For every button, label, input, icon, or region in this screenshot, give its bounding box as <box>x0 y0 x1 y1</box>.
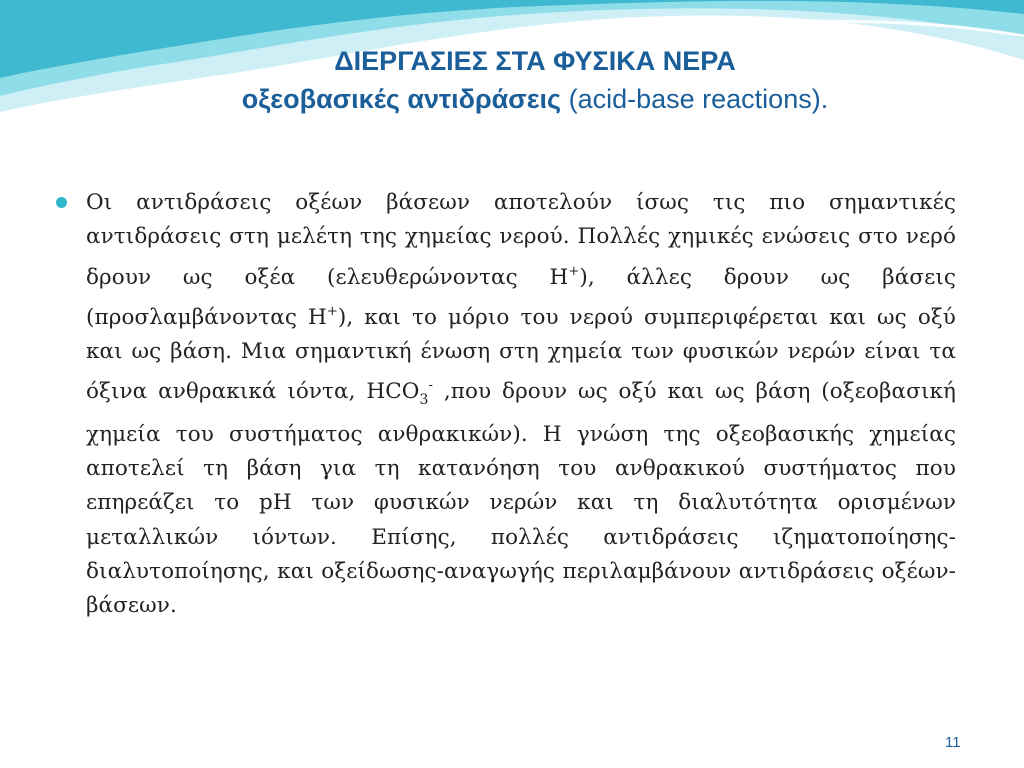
bullet-paragraph <box>86 186 956 624</box>
paragraph-part-1: Οι αντιδράσεις οξέων βάσεων αποτελούν ίσως τις πιο σημαντικές αντιδράσεις στη μελέτη της χημείας νερού. Πολλές χημικές ενώσεις στο νερό δρουν ως οξέα (ελευθερώνοντας Η <box>86 190 956 290</box>
h-plus-superscript-1: + <box>568 263 580 279</box>
title-subtitle-bold: οξεοβασικές αντιδράσεις <box>241 84 562 114</box>
bullet-dot-icon <box>56 197 67 208</box>
title-line-2 <box>100 82 970 116</box>
hco3-superscript: - <box>428 378 434 394</box>
title-subtitle-rest: (acid-base reactions). <box>561 84 829 114</box>
slide-body <box>56 186 956 624</box>
slide-title <box>100 44 970 116</box>
paragraph-part-4: ,που δρουν ως οξύ και ως βάση (οξεοβασική χημεία του συστήματος ανθρακικών). Η γνώση της οξεοβασικής χημείας αποτελεί τη βάση για τη κατανόηση του ανθρακικού συστήματος που επηρεάζει το pH των φυσικών νερών και τη διαλυτότητα ορισμένων μεταλλικών ιόντων. Επίσης, πολλές αντιδράσεις ιζηματοποίησης-διαλυτοποίησης, και οξείδωσης-αναγωγής περιλαμβάνουν αντιδράσεις οξέων-βάσεων. <box>86 379 956 619</box>
paragraph-part-3: ), και το μόριο του νερού συμπεριφέρεται και ως οξύ και ως βάση. Μια σημαντική ένωση στη χημεία των φυσικών νερών είναι τα όξινα ανθρακικά ιόντα, HCO <box>86 304 956 405</box>
title-line-1: ΔΙΕΡΓΑΣΙΕΣ ΣΤΑ ΦΥΣΙΚΑ ΝΕΡΑ <box>334 46 736 76</box>
bullet-item <box>56 186 956 624</box>
h-plus-superscript-2: + <box>326 303 338 319</box>
paragraph-part-2: ), άλλες δρουν ως βάσεις (προσλαμβάνοντας Η <box>86 264 957 330</box>
page-number: 11 <box>945 734 961 751</box>
hco3-subscript: 3 <box>419 392 429 409</box>
